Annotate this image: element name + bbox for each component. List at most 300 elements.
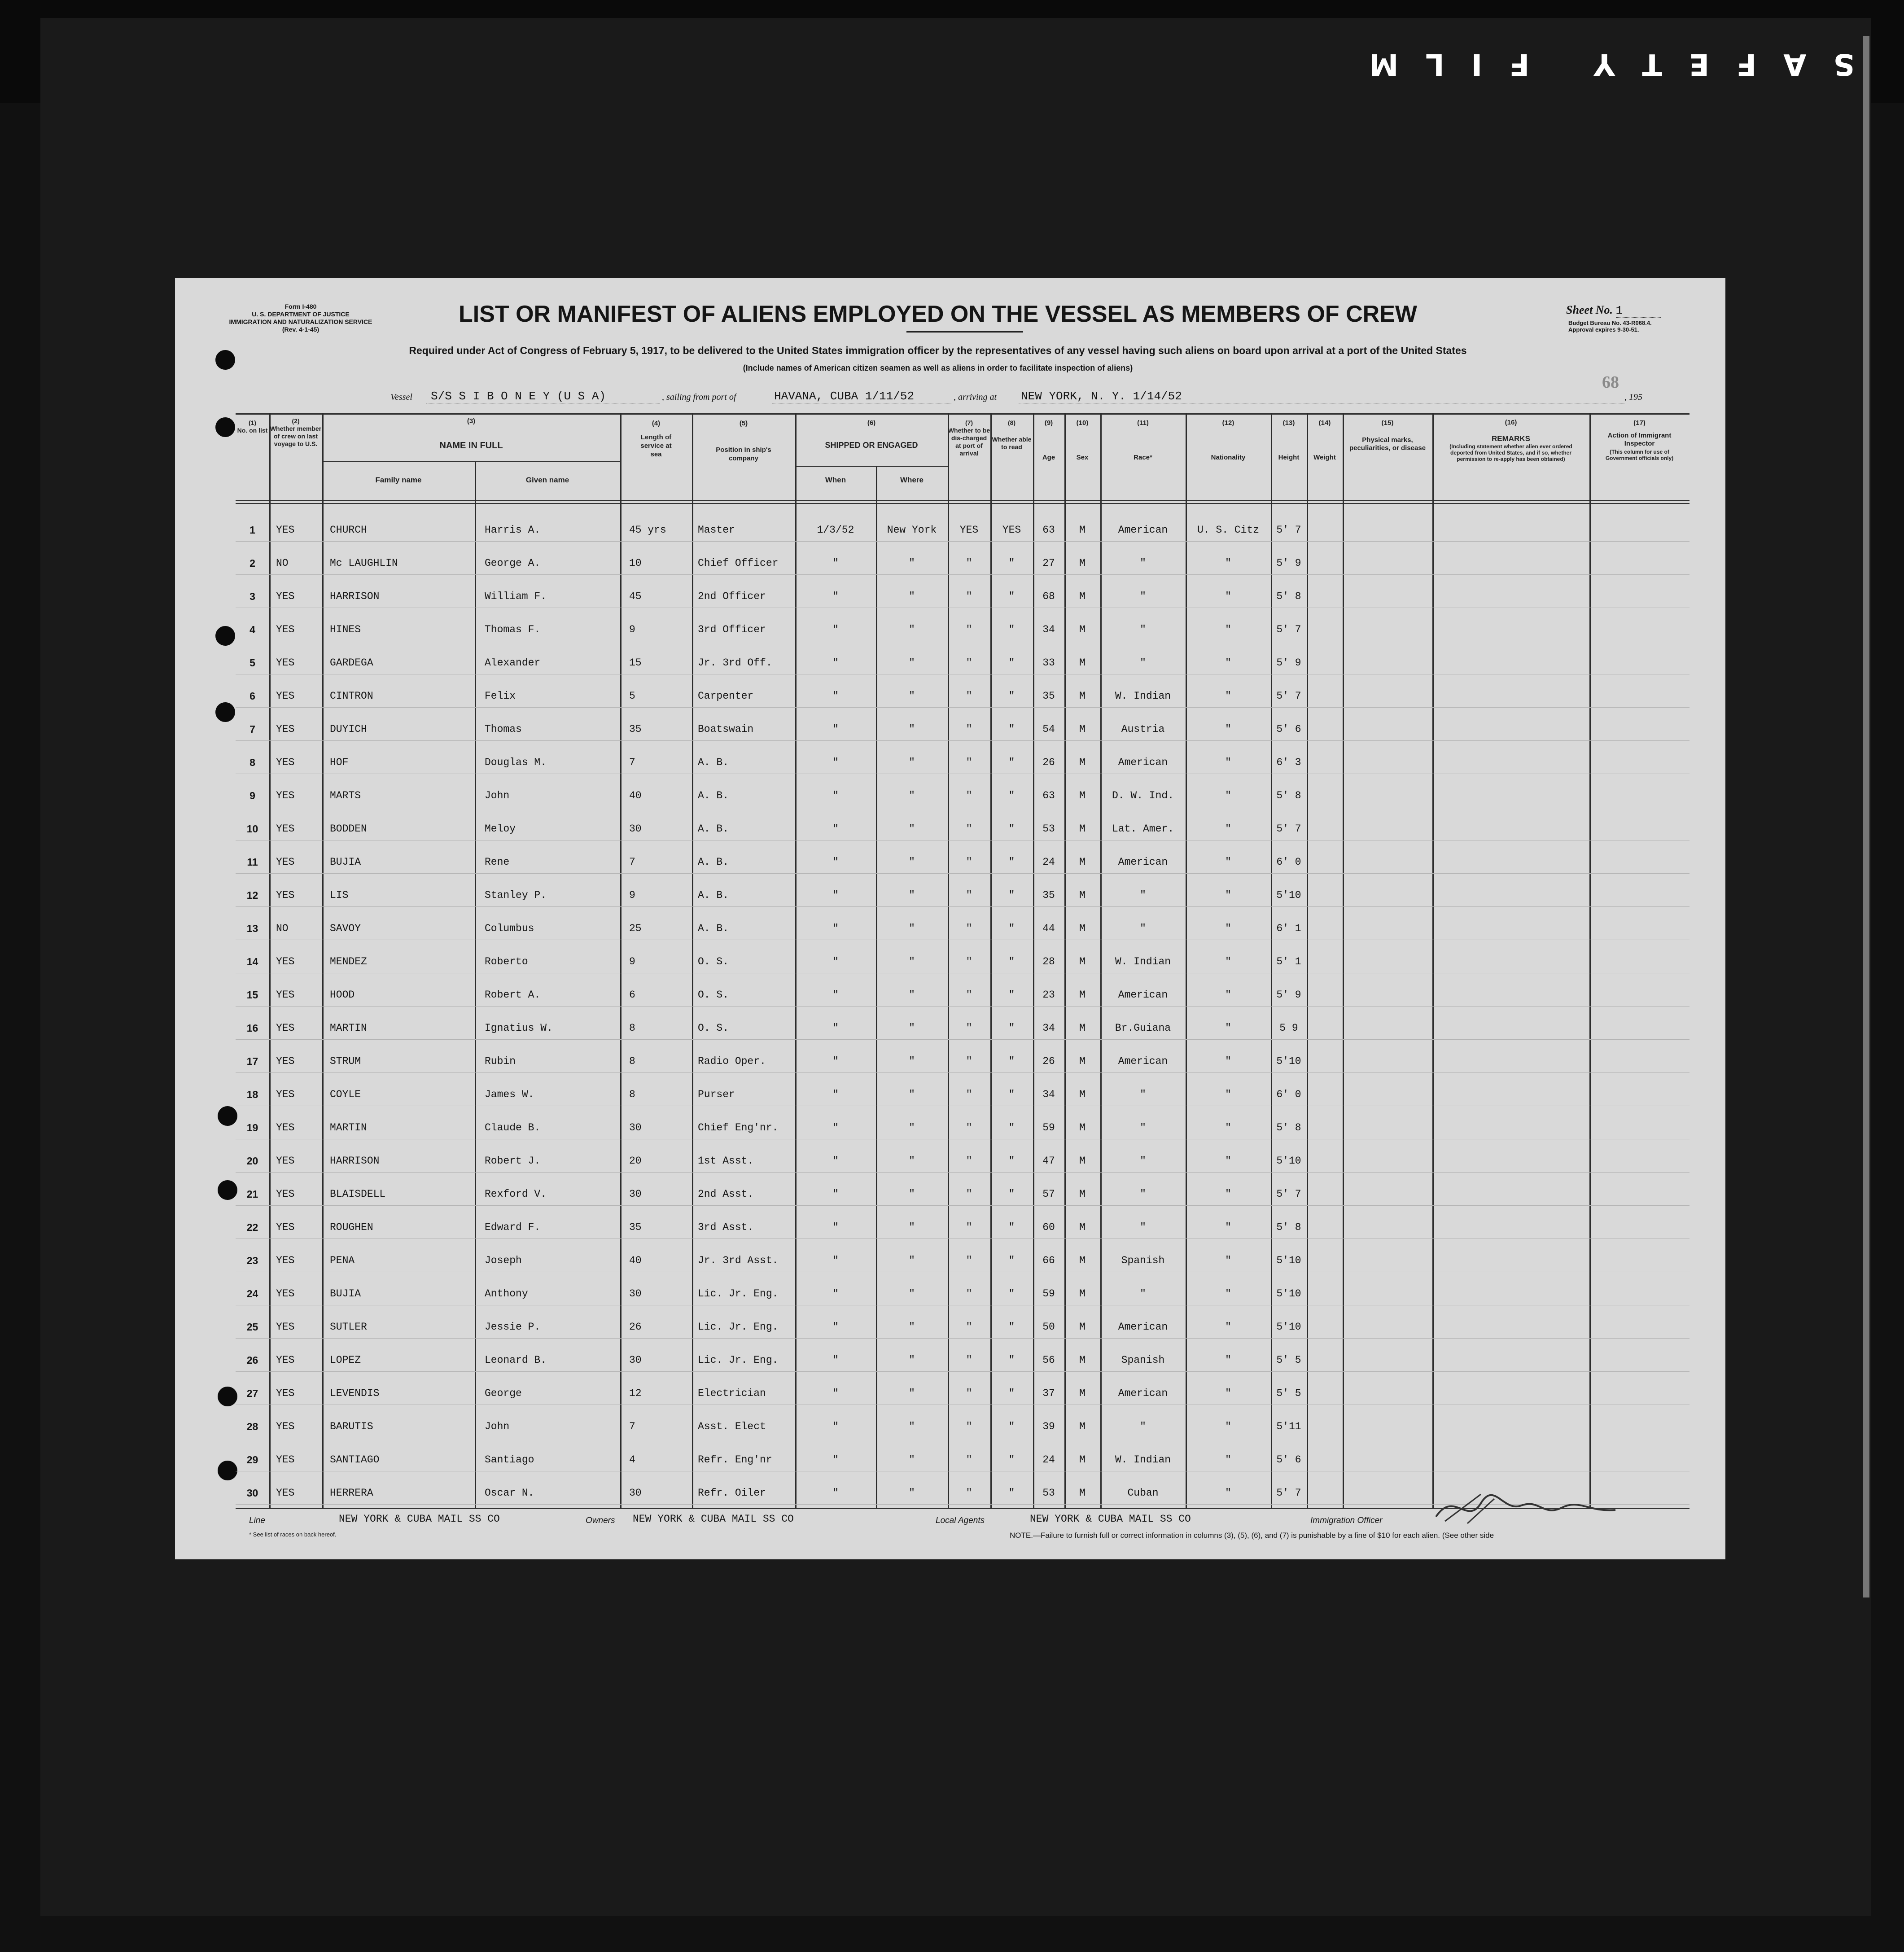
shipped-when: " bbox=[832, 1122, 839, 1134]
local-agents-value: NEW YORK & CUBA MAIL SS CO bbox=[1030, 1513, 1191, 1525]
sex: M bbox=[1079, 1321, 1085, 1333]
position: 2nd Asst. bbox=[698, 1188, 754, 1200]
col5-number: (5) bbox=[739, 420, 748, 427]
col6-where-header: Where bbox=[900, 476, 924, 484]
able-to-read: " bbox=[1008, 1155, 1015, 1167]
shipped-where: " bbox=[909, 1122, 915, 1134]
given-name: Rene bbox=[485, 856, 510, 868]
col14-header bbox=[1307, 419, 1343, 461]
row-number: 18 bbox=[246, 1089, 258, 1100]
col3-family-header: Family name bbox=[375, 476, 422, 484]
row-number: 11 bbox=[247, 856, 258, 868]
col17-number: (17) bbox=[1633, 419, 1646, 427]
service-length: 8 bbox=[629, 1089, 635, 1100]
sex: M bbox=[1079, 557, 1085, 569]
given-name: Claude B. bbox=[485, 1122, 541, 1134]
col-divider bbox=[1343, 413, 1344, 1508]
able-to-read: " bbox=[1008, 1022, 1015, 1034]
row-number: 16 bbox=[246, 1022, 258, 1034]
row-number: 24 bbox=[246, 1288, 258, 1300]
race: W. Indian bbox=[1115, 690, 1171, 702]
line-label: Line bbox=[249, 1516, 265, 1525]
sex: M bbox=[1079, 1387, 1085, 1399]
position: Radio Oper. bbox=[698, 1055, 766, 1067]
position: Carpenter bbox=[698, 690, 754, 702]
shipped-where: New York bbox=[887, 524, 937, 536]
height: 5'10 bbox=[1276, 1288, 1301, 1300]
title-rule bbox=[906, 331, 1023, 333]
last-voyage: YES bbox=[276, 723, 295, 735]
race: " bbox=[1140, 1155, 1146, 1167]
last-voyage: YES bbox=[276, 1221, 295, 1233]
age: 68 bbox=[1042, 591, 1055, 602]
race: Spanish bbox=[1121, 1354, 1165, 1366]
sheet-number-field bbox=[1566, 303, 1661, 318]
budget-bureau: Budget Bureau No. 43-R068.4. bbox=[1568, 319, 1652, 326]
film-label: SAFETY FILM bbox=[1342, 47, 1855, 82]
race: " bbox=[1140, 1421, 1146, 1432]
nationality: " bbox=[1225, 1089, 1231, 1100]
sex: M bbox=[1079, 1288, 1085, 1300]
row-number: 5 bbox=[249, 657, 255, 669]
shipped-where: " bbox=[909, 657, 915, 669]
shipped-where: " bbox=[909, 591, 915, 602]
family-name: LOPEZ bbox=[330, 1354, 361, 1366]
shipped-when: " bbox=[832, 790, 839, 801]
family-name: HARRISON bbox=[330, 1155, 380, 1167]
nationality: " bbox=[1225, 557, 1231, 569]
given-name: John bbox=[485, 1421, 510, 1432]
immigration-officer-label: Immigration Officer bbox=[1310, 1516, 1383, 1525]
able-to-read: " bbox=[1008, 557, 1015, 569]
family-name: HOOD bbox=[330, 989, 355, 1001]
to-port: NEW YORK, N. Y. 1/14/52 bbox=[1021, 390, 1182, 403]
row-rule bbox=[236, 873, 1690, 874]
col11-header bbox=[1100, 419, 1186, 461]
family-name: STRUM bbox=[330, 1055, 361, 1067]
family-name: CHURCH bbox=[330, 524, 367, 536]
given-name: Rexford V. bbox=[485, 1188, 547, 1200]
able-to-read: " bbox=[1008, 989, 1015, 1001]
last-voyage: YES bbox=[276, 1387, 295, 1399]
discharged: " bbox=[966, 889, 972, 901]
race: American bbox=[1118, 856, 1168, 868]
family-name: GARDEGA bbox=[330, 657, 373, 669]
col15-title: Physical marks, peculiarities, or disease bbox=[1349, 436, 1426, 452]
film-edge-strip bbox=[1863, 36, 1869, 1597]
vessel-label: Vessel bbox=[390, 392, 412, 402]
col-divider bbox=[269, 413, 271, 1508]
position: 3rd Officer bbox=[698, 624, 766, 635]
discharged: " bbox=[966, 1288, 972, 1300]
family-name: HOF bbox=[330, 757, 349, 768]
col10-number: (10) bbox=[1076, 419, 1089, 427]
row-rule bbox=[236, 906, 1690, 907]
age: 59 bbox=[1042, 1288, 1055, 1300]
discharged: " bbox=[966, 657, 972, 669]
able-to-read: " bbox=[1008, 1321, 1015, 1333]
row-number: 20 bbox=[246, 1155, 258, 1167]
last-voyage: YES bbox=[276, 657, 295, 669]
service-length: 4 bbox=[629, 1454, 635, 1466]
discharged: " bbox=[966, 1089, 972, 1100]
punch-hole bbox=[218, 1106, 237, 1126]
sex: M bbox=[1079, 1122, 1085, 1134]
race: " bbox=[1140, 657, 1146, 669]
shipped-where: " bbox=[909, 1321, 915, 1333]
row-number: 29 bbox=[246, 1454, 258, 1466]
shipped-where: " bbox=[909, 1221, 915, 1233]
age: 33 bbox=[1042, 657, 1055, 669]
position: Refr. Oiler bbox=[698, 1487, 766, 1499]
service-length: 30 bbox=[629, 1487, 642, 1499]
discharged: " bbox=[966, 790, 972, 801]
nationality: " bbox=[1225, 1354, 1231, 1366]
col-divider bbox=[1307, 413, 1308, 1508]
able-to-read: " bbox=[1008, 923, 1015, 934]
service-length: 25 bbox=[629, 923, 642, 934]
page-stamp: 68 bbox=[1602, 373, 1619, 392]
name-header-rule bbox=[322, 461, 620, 462]
sex: M bbox=[1079, 1155, 1085, 1167]
given-name: Meloy bbox=[485, 823, 516, 835]
row-number: 13 bbox=[246, 923, 258, 934]
shipped-when: " bbox=[832, 1454, 839, 1466]
last-voyage: YES bbox=[276, 1089, 295, 1100]
race: " bbox=[1140, 1122, 1146, 1134]
revision: (Rev. 4-1-45) bbox=[282, 326, 320, 333]
nationality: U. S. Citz bbox=[1197, 524, 1260, 536]
last-voyage: YES bbox=[276, 823, 295, 835]
col12-number: (12) bbox=[1222, 419, 1234, 427]
given-name: Robert J. bbox=[485, 1155, 541, 1167]
row-number: 4 bbox=[249, 624, 255, 635]
given-name: Douglas M. bbox=[485, 757, 547, 768]
row-rule bbox=[236, 1006, 1690, 1007]
col6-number: (6) bbox=[867, 419, 876, 427]
race: " bbox=[1140, 1288, 1146, 1300]
discharged: " bbox=[966, 956, 972, 967]
age: 35 bbox=[1042, 889, 1055, 901]
service-length: 30 bbox=[629, 1122, 642, 1134]
col6-title: SHIPPED OR ENGAGED bbox=[825, 441, 918, 450]
row-number: 25 bbox=[246, 1321, 258, 1333]
shipped-when: " bbox=[832, 1421, 839, 1432]
shipped-where: " bbox=[909, 690, 915, 702]
form-number: Form I-480 bbox=[285, 303, 317, 310]
height: 5' 6 bbox=[1276, 1454, 1301, 1466]
sex: M bbox=[1079, 1354, 1085, 1366]
given-name: Stanley P. bbox=[485, 889, 547, 901]
able-to-read: " bbox=[1008, 723, 1015, 735]
row-rule bbox=[236, 707, 1690, 708]
able-to-read: " bbox=[1008, 591, 1015, 602]
position: A. B. bbox=[698, 889, 729, 901]
vessel-line bbox=[390, 390, 1683, 407]
col3-title: NAME IN FULL bbox=[439, 441, 503, 451]
col-divider bbox=[1432, 413, 1434, 1508]
position: Lic. Jr. Eng. bbox=[698, 1288, 779, 1300]
given-name: Santiago bbox=[485, 1454, 534, 1466]
punch-hole bbox=[215, 626, 235, 646]
row-number: 27 bbox=[246, 1387, 258, 1399]
col-divider bbox=[620, 413, 622, 1508]
family-name: BODDEN bbox=[330, 823, 367, 835]
shipped-where: " bbox=[909, 856, 915, 868]
shipped-when: " bbox=[832, 1387, 839, 1399]
col12-header bbox=[1186, 419, 1271, 461]
sex: M bbox=[1079, 989, 1085, 1001]
discharged: " bbox=[966, 1421, 972, 1432]
service-length: 15 bbox=[629, 657, 642, 669]
shipped-when: " bbox=[832, 1188, 839, 1200]
owners-label: Owners bbox=[586, 1516, 615, 1525]
row-number: 12 bbox=[246, 889, 258, 901]
family-name: HERRERA bbox=[330, 1487, 373, 1499]
height: 5' 8 bbox=[1276, 1122, 1301, 1134]
shipped-when: " bbox=[832, 989, 839, 1001]
shipped-where: " bbox=[909, 723, 915, 735]
discharged: " bbox=[966, 1022, 972, 1034]
given-name: Robert A. bbox=[485, 989, 541, 1001]
position: O. S. bbox=[698, 956, 729, 967]
year-label: , 195 bbox=[1624, 392, 1642, 402]
family-name: BUJIA bbox=[330, 856, 361, 868]
last-voyage: YES bbox=[276, 1421, 295, 1432]
nationality: " bbox=[1225, 1188, 1231, 1200]
shipped-when: " bbox=[832, 1155, 839, 1167]
height: 5'10 bbox=[1276, 1055, 1301, 1067]
height: 5'10 bbox=[1276, 1155, 1301, 1167]
age: 57 bbox=[1042, 1188, 1055, 1200]
able-to-read: " bbox=[1008, 1089, 1015, 1100]
race: " bbox=[1140, 591, 1146, 602]
family-name: HINES bbox=[330, 624, 361, 635]
height: 5'10 bbox=[1276, 1321, 1301, 1333]
position: Jr. 3rd Asst. bbox=[698, 1255, 779, 1266]
position: A. B. bbox=[698, 856, 729, 868]
nationality: " bbox=[1225, 723, 1231, 735]
row-rule bbox=[236, 574, 1690, 575]
col5-header bbox=[692, 419, 795, 463]
col16-number: (16) bbox=[1505, 419, 1517, 426]
position: Electrician bbox=[698, 1387, 766, 1399]
race: Spanish bbox=[1121, 1255, 1165, 1266]
age: 63 bbox=[1042, 524, 1055, 536]
height: 5' 9 bbox=[1276, 989, 1301, 1001]
height: 5' 8 bbox=[1276, 790, 1301, 801]
row-number: 8 bbox=[249, 757, 255, 768]
able-to-read: " bbox=[1008, 956, 1015, 967]
col11-number: (11) bbox=[1137, 419, 1149, 427]
shipped-when: " bbox=[832, 856, 839, 868]
height: 5' 7 bbox=[1276, 823, 1301, 835]
nationality: " bbox=[1225, 657, 1231, 669]
nationality: " bbox=[1225, 1022, 1231, 1034]
col9-header bbox=[1033, 419, 1064, 461]
last-voyage: YES bbox=[276, 757, 295, 768]
col10-title: Sex bbox=[1076, 454, 1089, 461]
nationality: " bbox=[1225, 1055, 1231, 1067]
last-voyage: YES bbox=[276, 690, 295, 702]
age: 34 bbox=[1042, 624, 1055, 635]
service-length: 8 bbox=[629, 1022, 635, 1034]
row-number: 15 bbox=[246, 989, 258, 1001]
nationality: " bbox=[1225, 823, 1231, 835]
discharged: " bbox=[966, 1487, 972, 1499]
shipped-where: " bbox=[909, 1155, 915, 1167]
service: IMMIGRATION AND NATURALIZATION SERVICE bbox=[229, 318, 372, 325]
shipped-where: " bbox=[909, 923, 915, 934]
height: 5' 8 bbox=[1276, 591, 1301, 602]
height: 5' 7 bbox=[1276, 1188, 1301, 1200]
penalty-note: NOTE.—Failure to furnish full or correct information in columns (3), (5), (6), and (7) is punishable by a fine of $10 for each alien. (See other side bbox=[1010, 1531, 1494, 1540]
shipped-when: " bbox=[832, 1055, 839, 1067]
local-agents-label: Local Agents bbox=[936, 1516, 985, 1525]
service-length: 30 bbox=[629, 1288, 642, 1300]
nationality: " bbox=[1225, 591, 1231, 602]
family-name: BLAISDELL bbox=[330, 1188, 386, 1200]
sex: M bbox=[1079, 723, 1085, 735]
nationality: " bbox=[1225, 956, 1231, 967]
col17-title: Action of Immigrant Inspector bbox=[1607, 432, 1672, 447]
service-length: 45 bbox=[629, 591, 642, 602]
col3-number: (3) bbox=[467, 417, 476, 425]
shipped-when: " bbox=[832, 657, 839, 669]
last-voyage: YES bbox=[276, 1055, 295, 1067]
shipped-where: " bbox=[909, 1255, 915, 1266]
col-divider bbox=[692, 413, 693, 1508]
punch-hole bbox=[215, 350, 235, 370]
discharged: " bbox=[966, 690, 972, 702]
row-number: 7 bbox=[249, 723, 255, 735]
able-to-read: " bbox=[1008, 1255, 1015, 1266]
able-to-read: " bbox=[1008, 823, 1015, 835]
sex: M bbox=[1079, 790, 1085, 801]
family-name: ROUGHEN bbox=[330, 1221, 373, 1233]
position: A. B. bbox=[698, 823, 729, 835]
position: Chief Officer bbox=[698, 557, 779, 569]
height: 5'10 bbox=[1276, 1255, 1301, 1266]
shipped-when: " bbox=[832, 1089, 839, 1100]
shipped-where: " bbox=[909, 757, 915, 768]
shipped-where: " bbox=[909, 1022, 915, 1034]
able-to-read: " bbox=[1008, 889, 1015, 901]
col7-header bbox=[948, 419, 990, 457]
height: 6' 0 bbox=[1276, 1089, 1301, 1100]
family-name: DUYICH bbox=[330, 723, 367, 735]
discharged: " bbox=[966, 1122, 972, 1134]
col2-title: Whether member of crew on last voyage to U.S. bbox=[270, 425, 322, 447]
service-length: 30 bbox=[629, 1188, 642, 1200]
able-to-read: " bbox=[1008, 790, 1015, 801]
service-length: 40 bbox=[629, 1255, 642, 1266]
family-name: Mc LAUGHLIN bbox=[330, 557, 398, 569]
subtitle-note: (Include names of American citizen seamen as well as aliens in order to facilitate inspection of aliens) bbox=[743, 363, 1133, 372]
sheet-label: Sheet No. bbox=[1566, 303, 1613, 316]
shipped-when: " bbox=[832, 757, 839, 768]
last-voyage: YES bbox=[276, 1155, 295, 1167]
sex: M bbox=[1079, 823, 1085, 835]
family-name: PENA bbox=[330, 1255, 355, 1266]
age: 44 bbox=[1042, 923, 1055, 934]
col4-number: (4) bbox=[652, 420, 661, 427]
punch-hole bbox=[218, 1461, 237, 1480]
service-length: 9 bbox=[629, 956, 635, 967]
given-name: George A. bbox=[485, 557, 541, 569]
nationality: " bbox=[1225, 1255, 1231, 1266]
shipped-when: " bbox=[832, 889, 839, 901]
last-voyage: NO bbox=[276, 923, 289, 934]
row-rule bbox=[236, 1371, 1690, 1372]
races-note: * See list of races on back hereof. bbox=[249, 1531, 337, 1538]
given-name: Edward F. bbox=[485, 1221, 541, 1233]
race: " bbox=[1140, 557, 1146, 569]
race: " bbox=[1140, 923, 1146, 934]
shipped-when: " bbox=[832, 1255, 839, 1266]
shipped-where: " bbox=[909, 956, 915, 967]
age: 59 bbox=[1042, 1122, 1055, 1134]
row-number: 30 bbox=[246, 1487, 258, 1499]
discharged: " bbox=[966, 823, 972, 835]
shipped-where: " bbox=[909, 1487, 915, 1499]
col14-title: Weight bbox=[1313, 454, 1336, 461]
row-number: 1 bbox=[249, 524, 255, 536]
height: 5' 5 bbox=[1276, 1354, 1301, 1366]
sex: M bbox=[1079, 1421, 1085, 1432]
inspector-signature bbox=[1427, 1485, 1633, 1530]
col16-title: REMARKS bbox=[1492, 434, 1530, 443]
able-to-read: " bbox=[1008, 690, 1015, 702]
sex: M bbox=[1079, 956, 1085, 967]
service-length: 45 yrs bbox=[629, 524, 666, 536]
race: W. Indian bbox=[1115, 1454, 1171, 1466]
sex: M bbox=[1079, 524, 1085, 536]
sex: M bbox=[1079, 1454, 1085, 1466]
able-to-read: " bbox=[1008, 1288, 1015, 1300]
header-bottom-rule bbox=[236, 503, 1690, 504]
able-to-read: " bbox=[1008, 1055, 1015, 1067]
sex: M bbox=[1079, 657, 1085, 669]
age: 37 bbox=[1042, 1387, 1055, 1399]
last-voyage: YES bbox=[276, 1122, 295, 1134]
position: Asst. Elect bbox=[698, 1421, 766, 1432]
given-name: John bbox=[485, 790, 510, 801]
height: 5' 1 bbox=[1276, 956, 1301, 967]
family-name: SANTIAGO bbox=[330, 1454, 380, 1466]
position: Chief Eng'nr. bbox=[698, 1122, 779, 1134]
shipped-when: 1/3/52 bbox=[817, 524, 854, 536]
given-name: Leonard B. bbox=[485, 1354, 547, 1366]
age: 34 bbox=[1042, 1022, 1055, 1034]
height: 6' 0 bbox=[1276, 856, 1301, 868]
shipped-where: " bbox=[909, 1354, 915, 1366]
race: American bbox=[1118, 989, 1168, 1001]
position: O. S. bbox=[698, 1022, 729, 1034]
col3-given-header: Given name bbox=[525, 476, 569, 484]
sex: M bbox=[1079, 1188, 1085, 1200]
sex: M bbox=[1079, 856, 1085, 868]
shipped-when: " bbox=[832, 1354, 839, 1366]
height: 5 9 bbox=[1279, 1022, 1298, 1034]
col16-header bbox=[1432, 419, 1589, 462]
height: 6' 1 bbox=[1276, 923, 1301, 934]
height: 5' 7 bbox=[1276, 524, 1301, 536]
col1-header bbox=[236, 419, 269, 434]
discharged: " bbox=[966, 1255, 972, 1266]
punch-hole bbox=[215, 702, 235, 722]
race: " bbox=[1140, 889, 1146, 901]
